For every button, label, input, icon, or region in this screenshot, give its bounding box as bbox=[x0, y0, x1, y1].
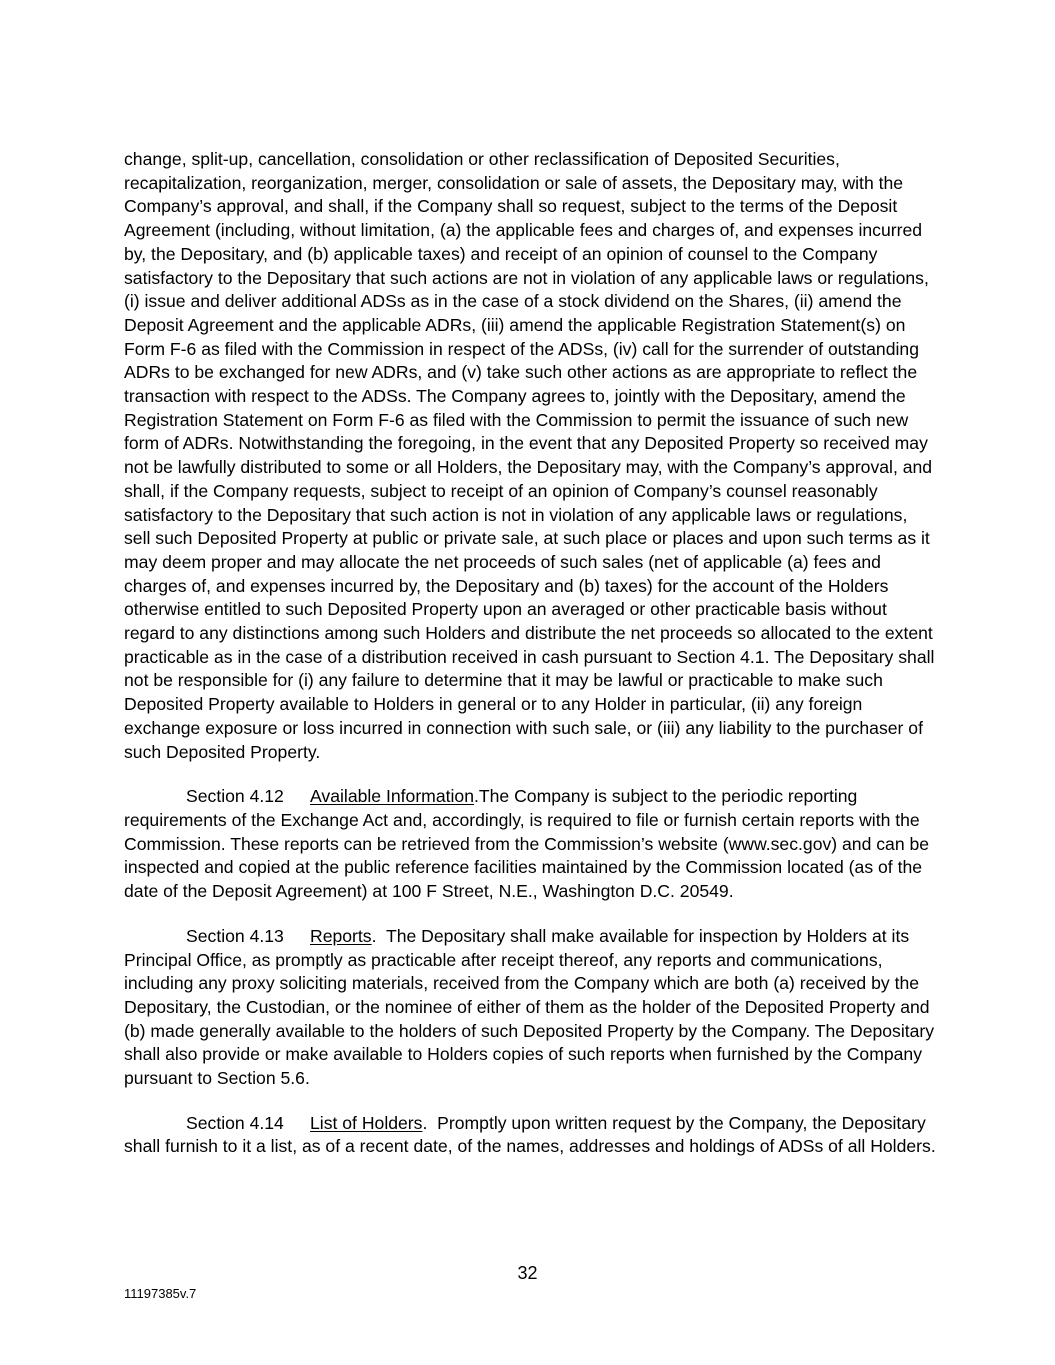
section-4-13 bbox=[124, 925, 936, 1091]
page-number: 32 bbox=[517, 1263, 538, 1283]
section-separator: . bbox=[422, 1112, 438, 1133]
section-separator: . bbox=[473, 786, 479, 807]
section-text: Promptly upon written request by the Company, the Depositary shall furnish to it a list, as of a recent date, of the names, addresses and holdings of ADSs of all Holders. bbox=[124, 1112, 936, 1157]
document-id: 11197385v.7 bbox=[124, 1286, 197, 1301]
section-4-12 bbox=[124, 785, 936, 904]
continuation-paragraph: change, split-up, cancellation, consolidation or other reclassification of Deposited Securities, recapitalization, reorganization, merger, consolidation or sale of assets, the Depositary may, with the Company’s approval, and shall, if the Company shall so request, subject to the terms of the Deposit Agreement (including, without limitation, (a) the applicable fees and charges of, and expenses incurred by, the Depositary, and (b) applicable taxes) and receipt of an opinion of counsel to the Company satisfactory to the Depositary that such actions are not in violation of any applicable laws or regulations, (i) issue and deliver additional ADSs as in the case of a stock dividend on the Shares, (ii) amend the Deposit Agreement and the applicable ADRs, (iii) amend the applicable Registration Statement(s) on Form F-6 as filed with the Commission in respect of the ADSs, (iv) call for the surrender of outstanding ADRs to be exchanged for new ADRs, and (v) take such other actions as are appropriate to reflect the transaction with respect to the ADSs. The Company agrees to, jointly with the Depositary, amend the Registration Statement on Form F-6 as filed with the Commission to permit the issuance of such new form of ADRs. Notwithstanding the foregoing, in the event that any Deposited Property so received may not be lawfully distributed to some or all Holders, the Depositary may, with the Company’s approval, and shall, if the Company requests, subject to receipt of an opinion of Company’s counsel reasonably satisfactory to the Depositary that such action is not in violation of any applicable laws or regulations, sell such Deposited Property at public or private sale, at such place or places and upon such terms as it may deem proper and may allocate the net proceeds of such sales (net of applicable (a) fees and charges of, and expenses incurred by, the Depositary and (b) taxes) for the account of the Holders otherwise entitled to such Deposited Property upon an averaged or other practicable basis without regard to any distinctions among such Holders and distribute the net proceeds so allocated to the extent practicable as in the case of a distribution received in cash pursuant to Section 4.1. The Depositary shall not be responsible for (i) any failure to determine that it may be lawful or practicable to make such Deposited Property available to Holders in general or to any Holder in particular, (ii) any foreign exchange exposure or loss incurred in connection with such sale, or (iii) any liability to the purchaser of such Deposited Property. bbox=[124, 149, 935, 762]
section-title: Reports bbox=[310, 925, 372, 946]
section-number: Section 4.12 bbox=[186, 786, 284, 807]
section-title: List of Holders bbox=[310, 1112, 423, 1133]
section-text: The Company is subject to the periodic reporting requirements of the Exchange Act and, accordingly, is required to file or furnish certain reports with the Commission. These reports can be retrieved from the Commission’s website (www.sec.gov) and can be inspected and copied at the public reference facilities maintained by the Commission located (as of the date of the Deposit Agreement) at 100 F Street, N.E., Washington D.C. 20549. bbox=[124, 786, 930, 902]
section-4-14 bbox=[124, 1112, 936, 1159]
section-number: Section 4.14 bbox=[186, 1112, 284, 1133]
section-number: Section 4.13 bbox=[186, 925, 284, 946]
section-text: The Depositary shall make available for inspection by Holders at its Principal Office, as promptly as practicable after receipt thereof, any reports and communications, including any proxy soliciting materials, received from the Company which are both (a) received by the Depositary, the Custodian, or the nominee of either of them as the holder of the Deposited Property and (b) made generally available to the holders of such Deposited Property by the Company. The Depositary shall also provide or make available to Holders copies of such reports when furnished by the Company pursuant to Section 5.6. bbox=[124, 925, 935, 1089]
section-title: Available Information bbox=[310, 786, 474, 807]
section-separator: . bbox=[371, 925, 386, 946]
document-body bbox=[124, 148, 936, 1180]
